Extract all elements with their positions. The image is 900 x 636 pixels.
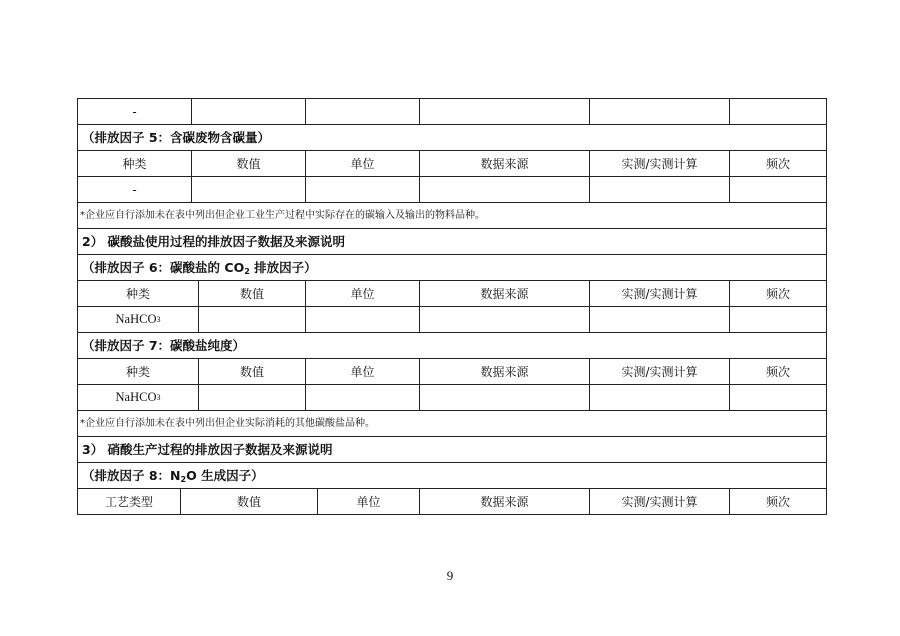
header-source: 数据来源 xyxy=(420,489,590,514)
table-header-row xyxy=(78,281,826,307)
table-cell xyxy=(78,307,199,332)
chem-formula: NaHCO xyxy=(115,312,157,326)
factor-8-caption xyxy=(78,463,826,489)
page-number: 9 xyxy=(446,568,454,583)
header-frequency: 频次 xyxy=(765,495,790,509)
header-frequency: 频次 xyxy=(765,287,790,301)
header-frequency: 频次 xyxy=(765,157,790,171)
table-row xyxy=(78,385,826,411)
table-cell xyxy=(420,307,590,332)
factor-5-caption: （排放因子 5：含碳废物含碳量） xyxy=(78,125,826,151)
table-cell xyxy=(420,385,590,410)
table-cell xyxy=(306,99,420,124)
header-value: 数值 xyxy=(192,151,306,176)
header-type: 种类 xyxy=(78,281,199,306)
chem-formula: NaHCO xyxy=(115,390,157,404)
table-cell xyxy=(420,99,590,124)
subscript: 3 xyxy=(156,315,161,324)
header-unit: 单位 xyxy=(306,281,420,306)
table-cell xyxy=(192,99,306,124)
table-cell xyxy=(306,385,420,410)
table-cell xyxy=(306,177,420,202)
header-value: 数值 xyxy=(199,281,306,306)
table-cell xyxy=(730,177,826,202)
table-cell xyxy=(730,99,826,124)
caption-text: 排放因子） xyxy=(249,260,317,275)
table-cell: - xyxy=(78,177,192,202)
header-frequency: 频次 xyxy=(765,365,790,379)
table-header-row xyxy=(78,151,826,177)
subscript: 3 xyxy=(156,393,161,402)
caption-text: （排放因子 8：N xyxy=(82,468,181,483)
header-type: 种类 xyxy=(78,359,199,384)
header-measured: 实测/实测计算 xyxy=(590,489,730,514)
table-cell xyxy=(730,385,826,410)
table-header-row xyxy=(78,489,826,515)
header-value: 数值 xyxy=(181,489,318,514)
table-cell xyxy=(590,385,730,410)
table-cell xyxy=(590,99,730,124)
header-unit: 单位 xyxy=(306,151,420,176)
section-3-title: 3） 硝酸生产过程的排放因子数据及来源说明 xyxy=(78,437,826,463)
subscript: 2 xyxy=(180,475,187,484)
table-cell xyxy=(306,307,420,332)
header-type: 种类 xyxy=(78,151,192,176)
table-cell xyxy=(192,177,306,202)
header-unit: 单位 xyxy=(318,489,420,514)
header-process-type: 工艺类型 xyxy=(78,489,181,514)
caption-text: O 生成因子） xyxy=(186,468,264,483)
emission-factor-table xyxy=(77,98,827,515)
factor-7-caption: （排放因子 7：碳酸盐纯度） xyxy=(78,333,826,359)
header-measured: 实测/实测计算 xyxy=(590,281,730,306)
table-header-row xyxy=(78,359,826,385)
table-cell xyxy=(199,385,306,410)
header-value: 数值 xyxy=(199,359,306,384)
table-cell xyxy=(590,307,730,332)
table-cell: - xyxy=(78,99,192,124)
header-source: 数据来源 xyxy=(420,151,590,176)
footnote-materials: *企业应自行添加未在表中列出但企业工业生产过程中实际存在的碳输入及输出的物料品种。 xyxy=(78,203,826,229)
table-row xyxy=(78,99,826,125)
table-cell xyxy=(420,177,590,202)
table-row xyxy=(78,307,826,333)
table-cell xyxy=(78,385,199,410)
table-cell xyxy=(199,307,306,332)
header-source: 数据来源 xyxy=(420,359,590,384)
table-row xyxy=(78,177,826,203)
header-measured: 实测/实测计算 xyxy=(590,151,730,176)
header-source: 数据来源 xyxy=(420,281,590,306)
table-cell xyxy=(590,177,730,202)
footnote-carbonates: *企业应自行添加未在表中列出但企业实际消耗的其他碳酸盐品种。 xyxy=(78,411,826,437)
factor-6-caption xyxy=(78,255,826,281)
section-2-title: 2） 碳酸盐使用过程的排放因子数据及来源说明 xyxy=(78,229,826,255)
header-measured: 实测/实测计算 xyxy=(590,359,730,384)
caption-text: （排放因子 6：碳酸盐的 CO xyxy=(82,260,245,275)
subscript: 2 xyxy=(244,267,250,276)
header-unit: 单位 xyxy=(306,359,420,384)
table-cell xyxy=(730,307,826,332)
